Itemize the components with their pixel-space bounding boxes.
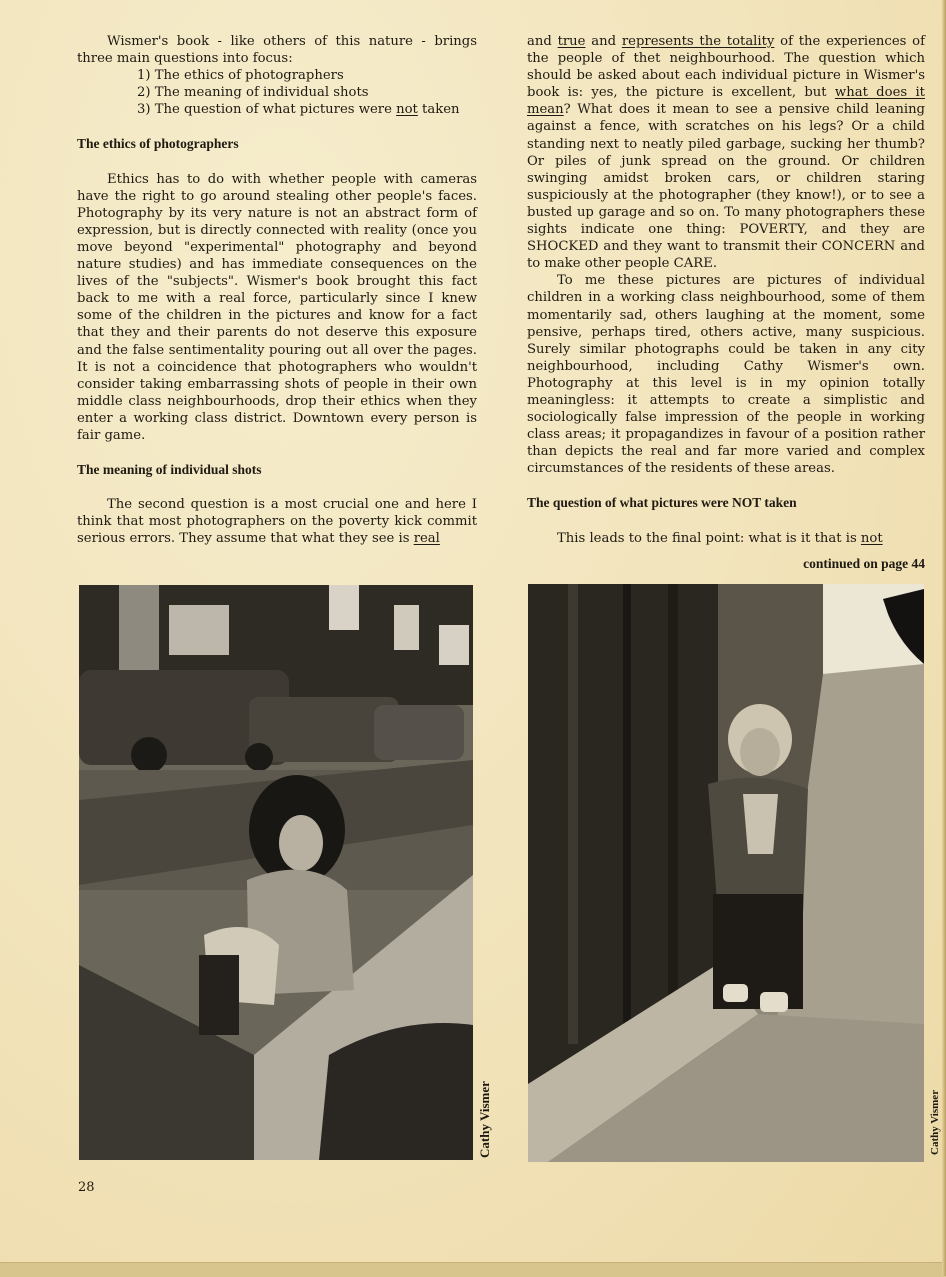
focus-item: 2) The meaning of individual shots <box>137 85 369 101</box>
page-number: 28 <box>78 1180 95 1195</box>
focus-item: 1) The ethics of photographers <box>137 68 344 84</box>
right-column <box>527 33 925 572</box>
text-run: ? What does it mean to see a pensive child leaning against a fence, with scratches on his legs? Or a child standing next to neatly piled garbage, sucking her thumb? Or piles of junk spread on the ground. Or children swinging amidst broken cars, or children staring suspiciously at the photographer (they know!), or to see a busted up garage and so on. To many photographers these sights indicate one thing: POVERTY, and they are SHOCKED and they want to transmit their CONCERN and to make other people CARE. <box>527 102 925 272</box>
page-bottom-edge <box>0 1262 946 1277</box>
photo-boy-in-doorway <box>528 584 924 1162</box>
photo-credit: Cathy Vismer <box>929 1089 941 1155</box>
section-heading-not-taken: The question of what pictures were NOT taken <box>527 495 797 511</box>
underlined-word: true <box>557 34 586 49</box>
text-run: and <box>527 34 558 49</box>
final-point-paragraph <box>527 530 925 547</box>
ethics-paragraph: Ethics has to do with whether people with cameras have the right to go around stealing other people's faces. Photography by its very nature is not an abstract form of expression, but is directly connected with reality (once you move beyond "experimental" photography and beyond nature studies) and has immediate consequences on the lives of the "subjects". Wismer's book brought this fact back to me with a real force, particularly since I knew some of the children in the pictures and know for a fact that they and their parents do not deserve this exposure and the false sentimentality pouring out all over the pages. It is not a coincidence that photographers who wouldn't consider taking embarrassing shots of people in their own middle class neighbourhoods, drop their ethics when they enter a working class district. Downtown every person is fair game. <box>77 171 477 443</box>
left-column <box>77 33 477 547</box>
underlined-word: real <box>413 531 440 547</box>
text-run: of the experiences of the people of thet neighbourhood. The question which should be asked about each individual picture in Wismer's book is: yes, the picture is excellent, but <box>527 34 925 101</box>
section-heading-ethics: The ethics of photographers <box>77 136 239 152</box>
focus-list <box>77 67 477 118</box>
intro-paragraph: Wismer's book - like others of this nature - brings three main questions into focus: <box>77 34 477 67</box>
underlined-phrase: what does it mean <box>527 85 925 118</box>
focus-item-text: 3) The question of what pictures were <box>137 102 397 118</box>
meaning-text: The second question is a most crucial one and here I think that most photographers on the poverty kick commit serious errors. They assume that what they see is <box>77 497 477 547</box>
photo-credit: Cathy Vismer <box>477 1081 492 1158</box>
continued-note: continued on page 44 <box>803 555 925 571</box>
focus-item-tail: taken <box>417 102 460 118</box>
section-heading-meaning: The meaning of individual shots <box>77 462 262 478</box>
photo-girl-on-curb <box>79 585 473 1160</box>
text-run: This leads to the final point: what is it that is <box>557 530 861 546</box>
underlined-word: not <box>396 102 418 118</box>
page-right-edge <box>942 0 946 1276</box>
opinion-paragraph: To me these pictures are pictures of individual children in a working class neighbourhood, some of them momentarily sad, others laughing at the moment, some pensive, perhaps tired, others active, many suspicious. Surely similar photographs could be taken in any city neighbourhood, including Cathy Wismer's own. Photography at this level is in my opinion totally meaningless: it attempts to create a simplistic and sociologically false impression of the people in working class areas; it propagandizes in favour of a position rather than depicts the real and far more varied and complex circumstances of the residents of these areas. <box>527 273 925 477</box>
focus-item <box>137 101 477 118</box>
underlined-word: not <box>860 530 883 546</box>
underlined-phrase: represents the totality <box>621 34 775 49</box>
meaning-paragraph <box>77 496 477 547</box>
continuation-paragraph <box>527 33 925 272</box>
text-run: and <box>585 34 622 49</box>
